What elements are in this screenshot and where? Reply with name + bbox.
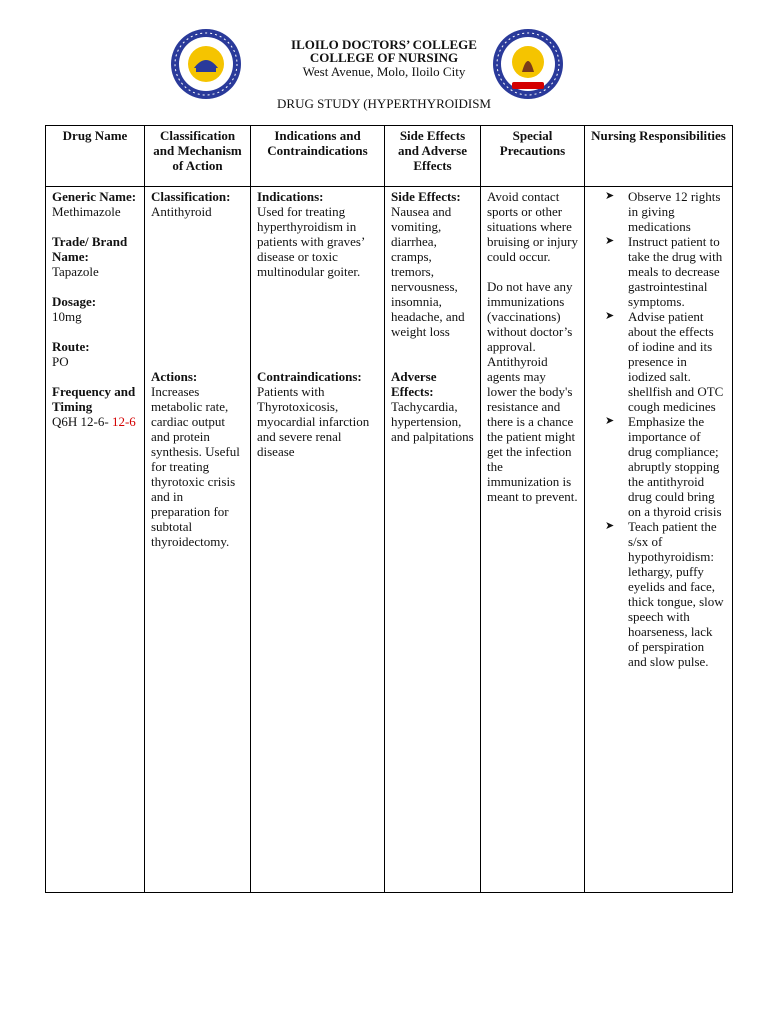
route-value: PO [52, 354, 69, 369]
nursing-responsibilities-cell [585, 187, 733, 893]
indications-label: Indications: [257, 189, 324, 204]
header-special-precautions: Special Precautions [481, 126, 585, 187]
dosage-label: Dosage: [52, 294, 97, 309]
dosage-value: 10mg [52, 309, 82, 324]
classification-value: Antithyroid [151, 204, 212, 219]
school-name: COLLEGE OF NURSING [309, 50, 459, 65]
nursing-list [591, 189, 726, 669]
generic-name-value: Methimazole [52, 204, 121, 219]
contraindications-value: Patients with Thyrotoxicosis, myocardial infarction and severe renal disease [257, 384, 370, 459]
list-item: ➤ Observe 12 rights in giving medications [605, 189, 721, 234]
frequency-value: Q6H 12-6- [52, 414, 109, 429]
drug-name-cell [46, 187, 145, 893]
table-row [46, 187, 733, 893]
arrow-bullet-icon: ➤ [605, 190, 615, 202]
special-precautions-cell [481, 187, 585, 893]
adverse-effects-label: Adverse Effects: [391, 369, 437, 399]
indications-cell [251, 187, 385, 893]
school-address: West Avenue, Molo, Iloilo City [302, 64, 466, 79]
trade-name-value: Tapazole [52, 264, 99, 279]
list-item: ➤ Emphasize the importance of drug compliance; abruptly stopping the antithyroid drug could bring on a thyroid crisis [605, 414, 722, 519]
document-title: DRUG STUDY (HYPERTHYROIDISM [277, 96, 491, 111]
route-label: Route: [52, 339, 90, 354]
header-classification: Classification and Mechanism of Action [145, 126, 251, 187]
classification-cell [145, 187, 251, 893]
list-item: ➤ Instruct patient to take the drug with meals to decrease gastrointestinal symptoms. [605, 234, 723, 309]
header-nursing-responsibilities: Nursing Responsibilities [585, 126, 733, 187]
arrow-bullet-icon: ➤ [605, 235, 615, 247]
classification-label: Classification: [151, 189, 231, 204]
header-side-effects: Side Effects and Adverse Effects [385, 126, 481, 187]
list-item: ➤ Teach patient the s/sx of hypothyroidism: lethargy, puffy eyelids and face, thick tongue, slow speech with hoarseness, lack of perspiration and slow pulse. [605, 519, 724, 669]
frequency-value-highlight: 12-6 [111, 414, 136, 429]
precaution-1: Avoid contact sports or other situations where bruising or injury could occur. [487, 189, 578, 264]
arrow-bullet-icon: ➤ [605, 520, 615, 532]
list-item: ➤ Advise patient about the effects of iodine and its presence in iodized salt. shellfish and OTC cough medicines [605, 309, 724, 414]
table-header-row [46, 126, 733, 187]
frequency-label: Frequency and Timing [52, 384, 136, 414]
adverse-effects-value: Tachycardia, hypertension, and palpitations [391, 399, 474, 444]
indications-value: Used for treating hyperthyroidism in patients with graves’ disease or toxic multinodular goiter. [257, 204, 365, 279]
actions-label: Actions: [151, 369, 198, 384]
precaution-2: Do not have any immunizations (vaccinations) without doctor’s approval. Antithyroid agents may lower the body's resistance and there is a chance the patient might get the infection the immunization is meant to prevent. [487, 279, 578, 504]
drug-study-table [45, 125, 733, 893]
header-drug-name: Drug Name [46, 126, 145, 187]
arrow-bullet-icon: ➤ [605, 310, 615, 322]
generic-name-label: Generic Name: [52, 189, 137, 204]
trade-name-label: Trade/ Brand Name: [52, 234, 128, 264]
side-effects-label: Side Effects: [391, 189, 461, 204]
college-name: ILOILO DOCTORS’ COLLEGE [291, 37, 477, 52]
side-effects-cell [385, 187, 481, 893]
header-indications: Indications and Contraindications [251, 126, 385, 187]
actions-value: Increases metabolic rate, cardiac output and protein synthesis. Useful for treating thyrotoxic crisis and in preparation for subtotal thyroidectomy. [151, 384, 240, 549]
arrow-bullet-icon: ➤ [605, 415, 615, 427]
side-effects-value: Nausea and vomiting, diarrhea, cramps, tremors, nervousness, insomnia, headache, and weight loss [391, 204, 465, 339]
contraindications-label: Contraindications: [257, 369, 362, 384]
